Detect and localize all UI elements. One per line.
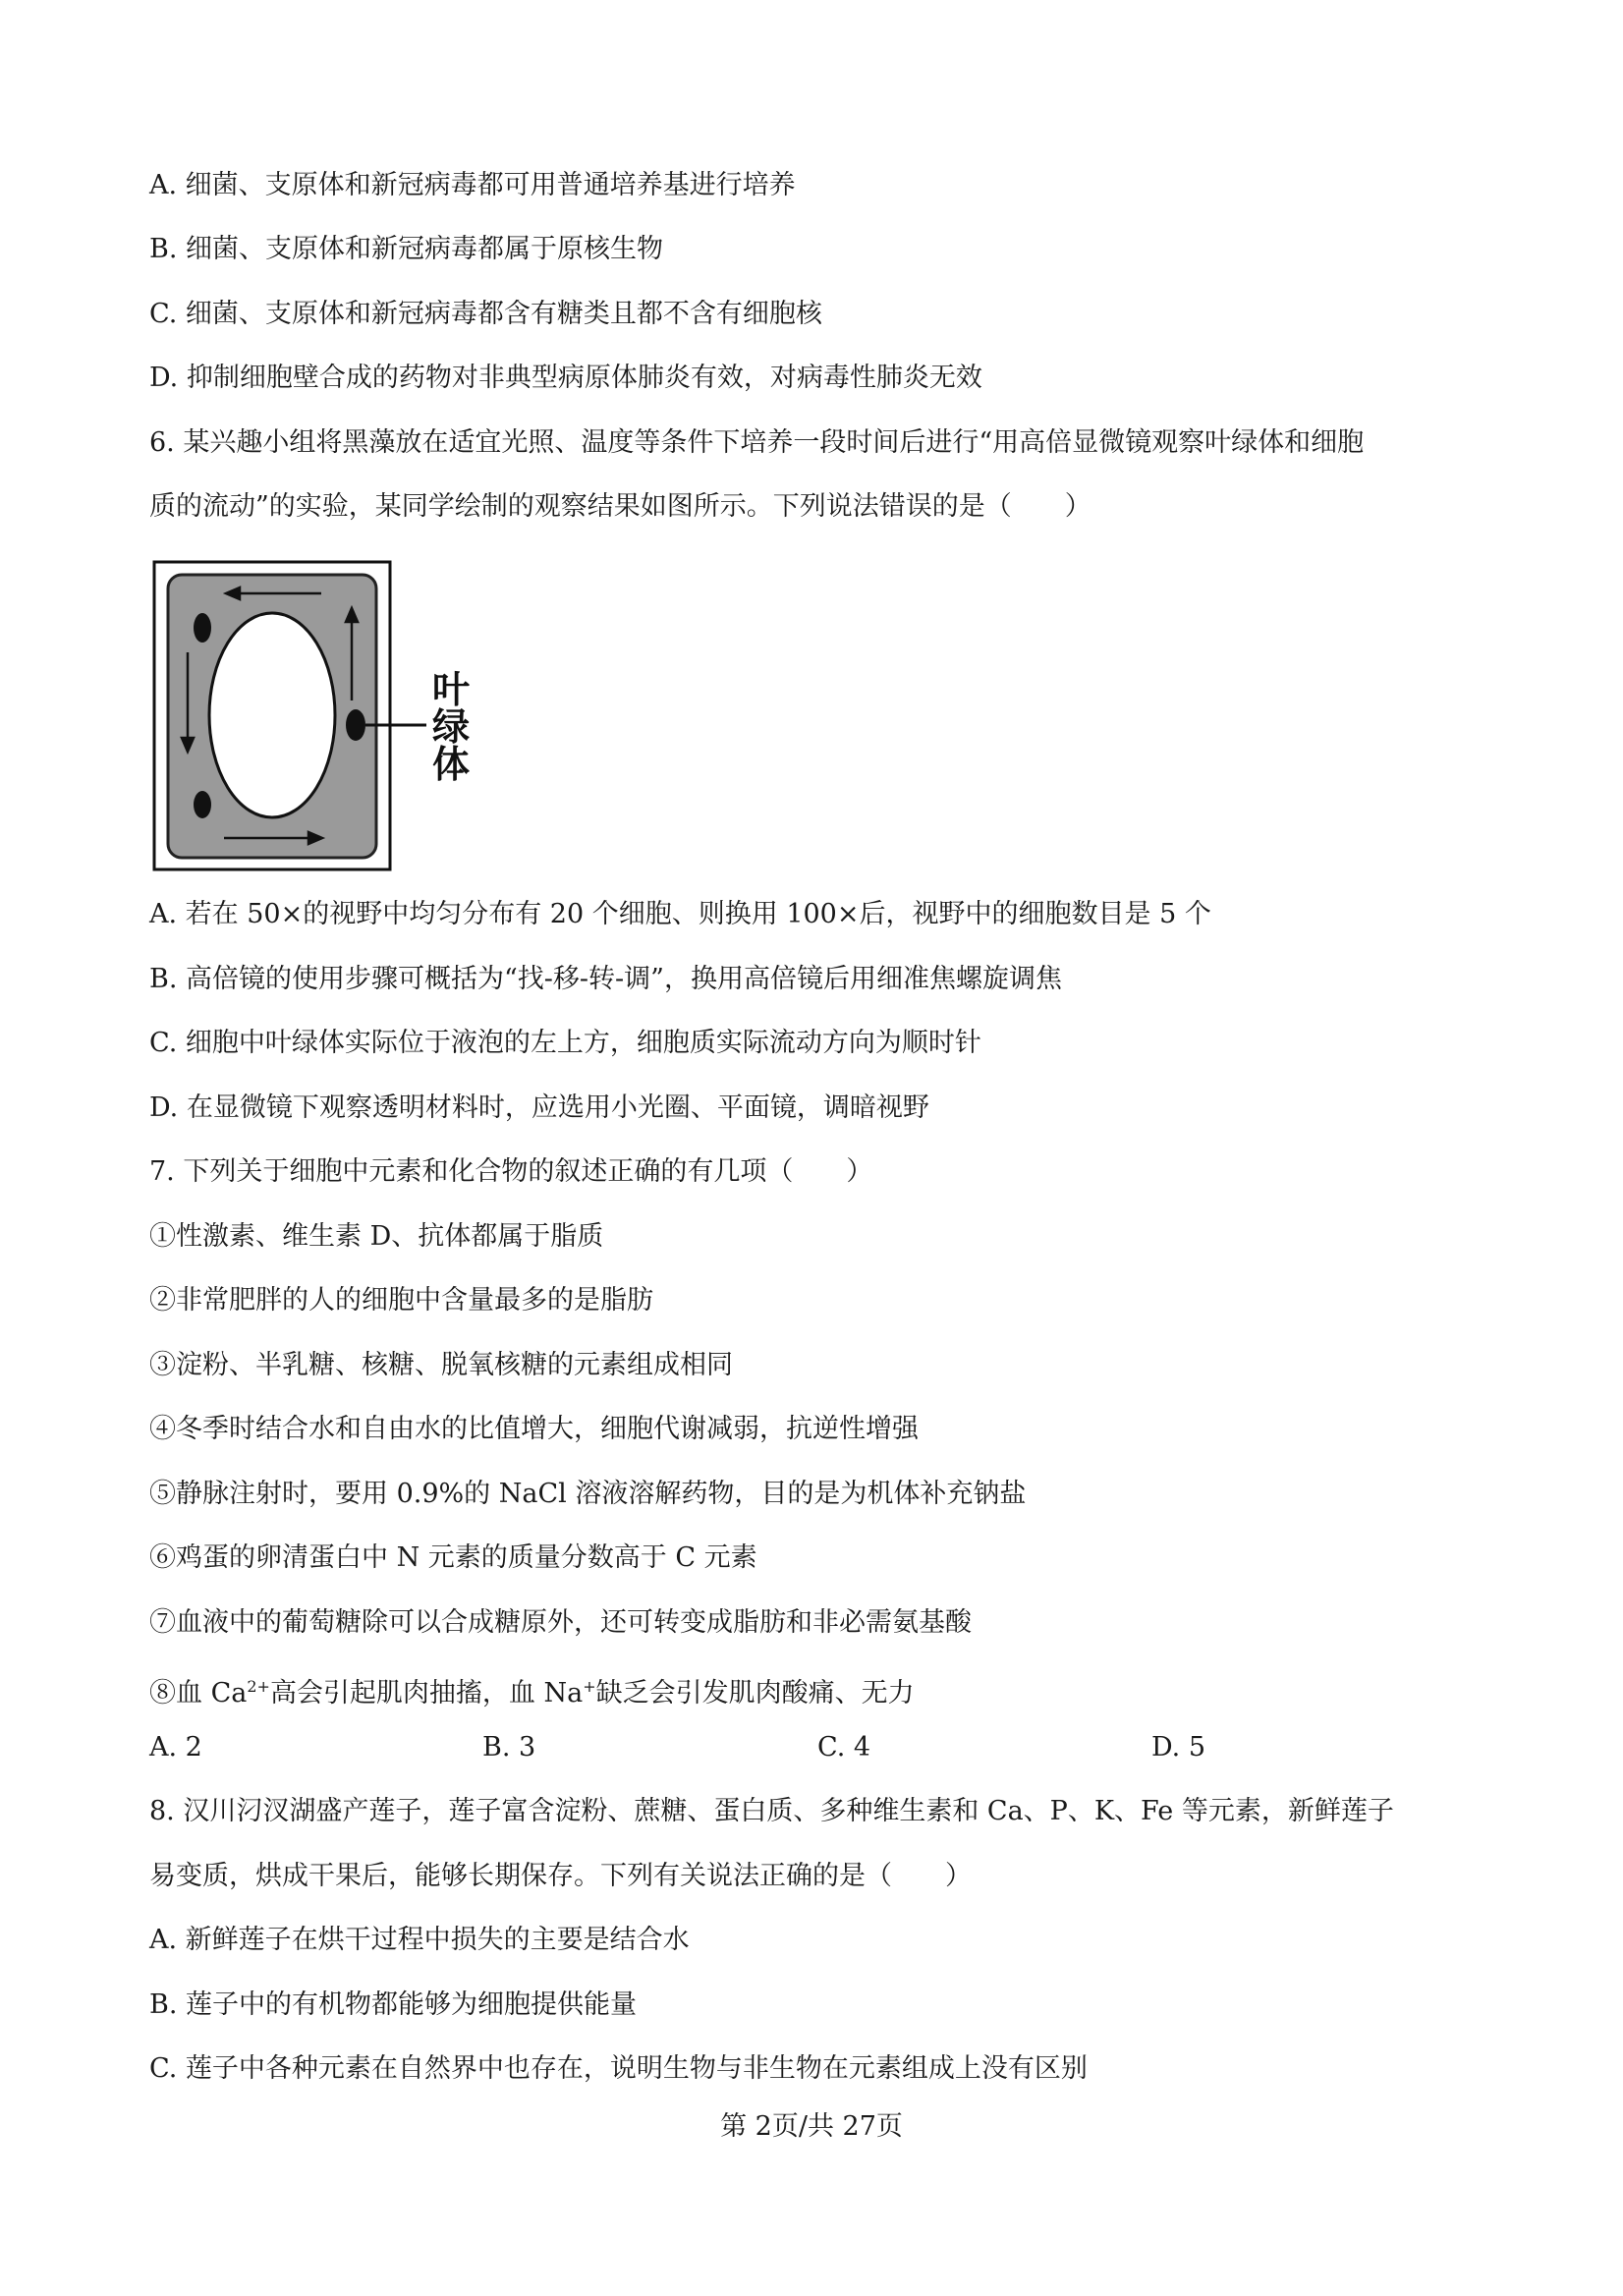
q8-option-a: A. 新鲜莲子在烘干过程中损失的主要是结合水 [149,1925,690,1955]
q7-item-1: ①性激素、维生素 D、抗体都属于脂质 [149,1221,604,1252]
q7-item-8 [149,1667,915,1713]
q8-option-b: B. 莲子中的有机物都能够为细胞提供能量 [149,1989,638,2020]
q8-stem-line1: 8. 汉川汈汊湖盛产莲子，莲子富含淀粉、蔗糖、蛋白质、多种维生素和 Ca、P、K、Fe 等元素，新鲜莲子 [149,1796,1394,1826]
page-footer: 第 2页/共 27页 [720,2111,903,2142]
q7-option-c: C. 4 [817,1732,871,1763]
figure-label-char-3: 体 [432,743,471,786]
q5-option-a: A. 细菌、支原体和新冠病毒都可用普通培养基进行培养 [149,170,796,200]
q7-item-8-sup-calcium: 2+ [247,1677,270,1696]
q8-stem-line2: 易变质，烘成干果后，能够长期保存。下列有关说法正确的是（ ） [149,1861,972,1891]
q7-item-2: ②非常肥胖的人的细胞中含量最多的是脂肪 [149,1285,653,1316]
q6-stem-line2: 质的流动”的实验，某同学绘制的观察结果如图所示。下列说法错误的是（ ） [149,491,1091,522]
q7-item-8-suffix: 缺乏会引发肌肉酸痛、无力 [595,1678,915,1708]
chloroplast-bottom-left [194,791,211,818]
q5-option-c: C. 细菌、支原体和新冠病毒都含有糖类且都不含有细胞核 [149,299,822,329]
q7-item-4: ④冬季时结合水和自由水的比值增大，细胞代谢减弱，抗逆性增强 [149,1414,919,1444]
q6-option-b: B. 高倍镜的使用步骤可概括为“找-移-转-调”，换用高倍镜后用细准焦螺旋调焦 [149,964,1062,994]
vacuole [209,613,335,817]
chloroplast-right [346,709,365,741]
q5-option-d: D. 抑制细胞壁合成的药物对非典型病原体肺炎有效，对病毒性肺炎无效 [149,363,982,393]
q6-option-d: D. 在显微镜下观察透明材料时，应选用小光圈、平面镜，调暗视野 [149,1092,929,1123]
q7-item-5: ⑤静脉注射时，要用 0.9%的 NaCl 溶液溶解药物，目的是为机体补充钠盐 [149,1479,1027,1509]
q7-option-d: D. 5 [1151,1732,1206,1763]
q7-option-b: B. 3 [482,1732,536,1763]
q7-item-8-mid: 高会引起肌肉抽搐，血 Na [269,1678,584,1708]
q7-item-8-sup-sodium: + [583,1677,596,1696]
figure-label-char-2: 绿 [432,705,471,749]
q7-item-3: ③淀粉、半乳糖、核糖、脱氧核糖的元素组成相同 [149,1350,733,1380]
q5-option-b: B. 细菌、支原体和新冠病毒都属于原核生物 [149,234,664,264]
q6-option-c: C. 细胞中叶绿体实际位于液泡的左上方，细胞质实际流动方向为顺时针 [149,1028,981,1058]
q6-option-a: A. 若在 50×的视野中均匀分布有 20 个细胞、则换用 100×后，视野中的细胞数目是 5 个 [149,899,1211,929]
q7-option-a: A. 2 [149,1732,202,1763]
q7-item-7: ⑦血液中的葡萄糖除可以合成糖原外，还可转变成脂肪和非必需氨基酸 [149,1607,972,1638]
chloroplast-top-left [194,613,211,643]
figure-label-char-1: 叶 [432,668,471,711]
q6-stem-line1: 6. 某兴趣小组将黑藻放在适宜光照、温度等条件下培养一段时间后进行“用高倍显微镜观察叶绿体和细胞 [149,427,1365,458]
q8-option-c: C. 莲子中各种元素在自然界中也存在，说明生物与非生物在元素组成上没有区别 [149,2053,1088,2084]
q7-stem: 7. 下列关于细胞中元素和化合物的叙述正确的有几项（ ） [149,1156,873,1187]
q7-item-8-prefix: ⑧血 Ca [149,1678,248,1708]
q7-item-6: ⑥鸡蛋的卵清蛋白中 N 元素的质量分数高于 C 元素 [149,1542,757,1573]
cell-diagram [149,557,503,881]
